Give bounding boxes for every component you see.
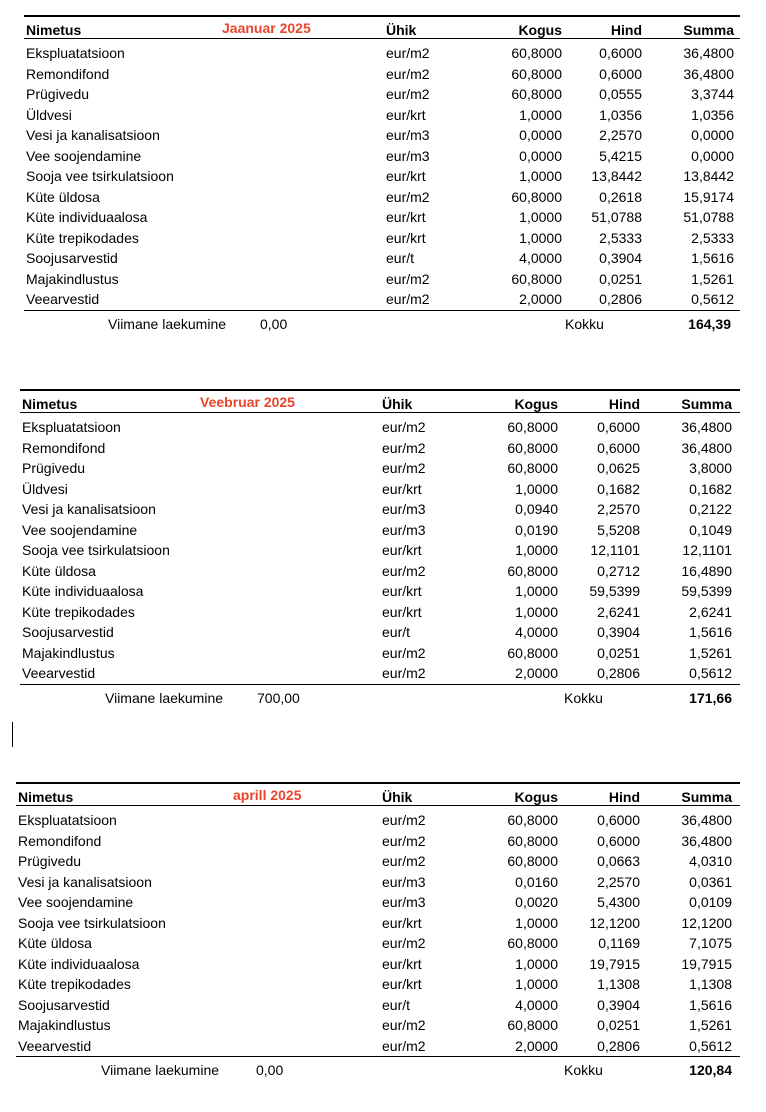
table-row	[20, 438, 740, 459]
row-qty: 1,0000	[519, 209, 562, 225]
row-name: Küte individuaalosa	[18, 955, 140, 972]
invoice-table-february	[20, 389, 740, 711]
row-name: Vee soojendamine	[22, 521, 138, 538]
row-name: Küte trepikodades	[26, 229, 139, 246]
row-price: 0,0663	[597, 853, 640, 869]
row-name: Majakindlustus	[26, 270, 119, 287]
table-row	[20, 479, 740, 500]
row-name: Prügivedu	[22, 460, 86, 476]
row-sum: 1,5616	[689, 996, 732, 1013]
table-row	[24, 125, 740, 146]
row-sum: 15,9174	[683, 188, 734, 205]
row-name: Ekspluatatsioon	[26, 45, 125, 61]
table-row	[16, 913, 740, 934]
row-qty: 0,0190	[515, 521, 558, 538]
row-name: Vesi ja kanalisatsioon	[22, 501, 156, 517]
row-name: Vesi ja kanalisatsioon	[18, 873, 152, 890]
text-cursor	[12, 722, 13, 747]
row-name: Vee soojendamine	[26, 147, 142, 164]
row-qty: 60,8000	[511, 270, 562, 287]
row-sum: 36,4800	[681, 812, 732, 828]
header-sum: Summa	[681, 789, 732, 805]
row-unit: eur/m2	[382, 419, 426, 435]
row-unit: eur/t	[382, 624, 411, 640]
row-sum: 1,5261	[689, 644, 732, 661]
row-unit: eur/krt	[386, 168, 426, 184]
row-qty: 4,0000	[515, 624, 558, 640]
table-row	[20, 520, 740, 541]
row-qty: 1,0000	[515, 480, 558, 497]
row-unit: eur/krt	[386, 106, 426, 123]
row-qty: 2,0000	[515, 665, 558, 681]
row-name: Veearvestid	[26, 291, 100, 307]
row-unit: eur/m2	[386, 188, 430, 205]
row-qty: 4,0000	[519, 250, 562, 266]
row-name: Ekspluatatsioon	[18, 812, 117, 828]
row-price: 0,6000	[597, 439, 640, 456]
table-header-row	[24, 17, 740, 38]
row-qty: 60,8000	[507, 562, 558, 579]
row-unit: eur/t	[382, 996, 411, 1013]
row-qty: 60,8000	[511, 188, 562, 205]
row-unit: eur/m2	[386, 270, 430, 287]
row-unit: eur/krt	[382, 976, 422, 992]
row-price: 0,1169	[598, 935, 640, 951]
row-unit: eur/m2	[382, 1037, 426, 1054]
row-sum: 12,1200	[681, 914, 732, 931]
table-row	[20, 663, 740, 684]
table-row	[16, 810, 740, 831]
header-name: Nimetus	[18, 789, 74, 805]
row-price: 5,4300	[597, 894, 640, 910]
row-qty: 1,0000	[515, 955, 558, 972]
row-unit: eur/m2	[382, 644, 426, 661]
row-name: Prügivedu	[26, 86, 90, 102]
row-qty: 1,0000	[519, 229, 562, 246]
table-row	[20, 499, 740, 520]
row-price: 0,2618	[599, 188, 642, 205]
row-qty: 60,8000	[507, 644, 558, 661]
row-price: 1,1308	[597, 976, 640, 992]
row-unit: eur/m2	[382, 1017, 426, 1033]
row-sum: 36,4800	[681, 439, 732, 456]
row-qty: 60,8000	[507, 832, 558, 849]
table-header-row	[16, 784, 740, 805]
row-qty: 0,0020	[515, 894, 558, 910]
row-name: Küte trepikodades	[18, 976, 131, 992]
table-row	[16, 831, 740, 852]
row-sum: 36,4800	[683, 45, 734, 61]
table-footer	[16, 1057, 740, 1083]
table-row	[16, 1015, 740, 1036]
header-name: Nimetus	[22, 396, 78, 412]
row-unit: eur/krt	[382, 603, 422, 620]
row-name: Soojusarvestid	[18, 996, 110, 1013]
row-qty: 60,8000	[507, 419, 558, 435]
row-name: Soojusarvestid	[22, 624, 114, 640]
row-unit: eur/krt	[382, 583, 422, 599]
row-qty: 60,8000	[507, 935, 558, 951]
table-footer	[20, 685, 740, 711]
row-price: 0,0625	[597, 460, 640, 476]
row-qty: 60,8000	[511, 86, 562, 102]
row-price: 0,2806	[599, 291, 642, 307]
row-qty: 60,8000	[511, 65, 562, 82]
row-unit: eur/m2	[382, 665, 426, 681]
row-name: Majakindlustus	[18, 1017, 111, 1033]
row-sum: 36,4800	[681, 419, 732, 435]
total-value: 171,66	[689, 689, 732, 706]
row-sum: 0,1049	[689, 521, 732, 538]
table-row	[24, 146, 740, 167]
row-sum: 1,5261	[689, 1017, 732, 1033]
row-price: 0,0251	[597, 1017, 640, 1033]
row-sum: 16,4890	[681, 562, 732, 579]
row-name: Vee soojendamine	[18, 894, 134, 910]
row-price: 51,0788	[591, 209, 642, 225]
row-sum: 0,5612	[689, 665, 732, 681]
table-row	[24, 43, 740, 64]
row-name: Remondifond	[18, 832, 102, 849]
row-qty: 0,0000	[519, 127, 562, 143]
row-price: 0,6000	[599, 45, 642, 61]
invoice-table-january	[24, 15, 740, 337]
header-unit: Ühik	[386, 22, 417, 38]
row-price: 2,2570	[599, 127, 642, 143]
table-row	[24, 187, 740, 208]
row-name: Küte individuaalosa	[22, 583, 144, 599]
table-row	[16, 892, 740, 913]
row-unit: eur/m3	[382, 521, 426, 538]
total-label: Kokku	[564, 1062, 603, 1078]
row-qty: 60,8000	[507, 853, 558, 869]
row-sum: 12,1101	[682, 542, 732, 558]
row-price: 0,1682	[597, 480, 640, 497]
row-sum: 3,3744	[691, 86, 734, 102]
last-payment-label: Viimane laekumine	[101, 1062, 220, 1078]
row-price: 5,4215	[599, 147, 642, 164]
row-price: 2,2570	[597, 501, 640, 517]
row-unit: eur/m2	[382, 812, 426, 828]
row-sum: 0,0000	[691, 147, 734, 164]
row-sum: 0,5612	[691, 291, 734, 307]
row-sum: 51,0788	[683, 209, 734, 225]
row-qty: 0,0000	[519, 147, 562, 164]
row-sum: 1,5616	[691, 250, 734, 266]
row-sum: 1,5616	[689, 624, 732, 640]
total-value: 164,39	[688, 315, 731, 332]
last-payment-value: 0,00	[260, 315, 288, 332]
row-sum: 4,0310	[689, 853, 732, 869]
table-body	[24, 39, 740, 310]
row-qty: 1,0000	[519, 106, 562, 123]
row-price: 0,2806	[597, 1037, 640, 1054]
row-qty: 60,8000	[507, 439, 558, 456]
row-unit: eur/krt	[386, 209, 426, 225]
total-value: 120,84	[689, 1062, 732, 1078]
month-label: Veebruar 2025	[200, 394, 295, 410]
row-price: 5,5208	[597, 521, 640, 538]
row-unit: eur/m2	[386, 65, 430, 82]
row-name: Sooja vee tsirkulatsioon	[22, 542, 170, 558]
row-unit: eur/krt	[382, 542, 422, 558]
header-price: Hind	[610, 22, 642, 38]
row-unit: eur/krt	[386, 229, 426, 246]
row-qty: 1,0000	[515, 542, 558, 558]
month-label: Jaanuar 2025	[222, 20, 311, 36]
row-name: Küte üldosa	[26, 188, 100, 205]
row-qty: 1,0000	[515, 603, 558, 620]
row-sum: 7,1075	[689, 935, 732, 951]
row-price: 0,0251	[597, 644, 640, 661]
row-sum: 0,0000	[691, 127, 734, 143]
header-qty: Kogus	[514, 396, 558, 412]
table-row	[24, 64, 740, 85]
row-sum: 59,5399	[681, 583, 732, 599]
table-row	[20, 540, 740, 561]
row-qty: 2,0000	[515, 1037, 558, 1054]
row-name: Sooja vee tsirkulatsioon	[26, 168, 174, 184]
table-row	[16, 995, 740, 1016]
last-payment-value: 700,00	[257, 689, 300, 706]
row-name: Remondifond	[22, 439, 106, 456]
row-name: Ekspluatatsioon	[22, 419, 121, 435]
row-unit: eur/krt	[382, 914, 422, 931]
row-unit: eur/m2	[382, 460, 426, 476]
row-unit: eur/m3	[382, 894, 426, 910]
row-price: 0,3904	[597, 996, 640, 1013]
table-footer	[24, 311, 740, 337]
row-sum: 0,5612	[689, 1037, 732, 1054]
row-name: Soojusarvestid	[26, 250, 118, 266]
table-row	[16, 933, 740, 954]
row-sum: 2,6241	[689, 603, 732, 620]
row-unit: eur/krt	[382, 955, 422, 972]
row-name: Üldvesi	[26, 106, 72, 123]
month-label: aprill 2025	[233, 787, 302, 803]
table-body	[16, 806, 740, 1056]
row-qty: 1,0000	[519, 168, 562, 184]
last-payment-label: Viimane laekumine	[105, 689, 224, 706]
row-sum: 0,0109	[689, 894, 732, 910]
header-qty: Kogus	[514, 789, 558, 805]
row-name: Majakindlustus	[22, 644, 115, 661]
row-unit: eur/m2	[382, 562, 426, 579]
row-unit: eur/m2	[386, 45, 430, 61]
table-row	[16, 954, 740, 975]
row-price: 0,3904	[599, 250, 642, 266]
row-price: 0,0555	[599, 86, 642, 102]
header-price: Hind	[608, 396, 640, 412]
header-name: Nimetus	[26, 22, 82, 38]
header-sum: Summa	[681, 396, 732, 412]
row-unit: eur/m2	[382, 439, 426, 456]
row-qty: 0,0940	[515, 501, 558, 517]
table-row	[20, 458, 740, 479]
row-name: Remondifond	[26, 65, 110, 82]
row-unit: eur/m2	[382, 853, 426, 869]
table-row	[24, 166, 740, 187]
table-row	[24, 84, 740, 105]
row-unit: eur/m2	[382, 832, 426, 849]
row-qty: 1,0000	[515, 583, 558, 599]
table-header-row	[20, 391, 740, 412]
header-unit: Ühik	[382, 396, 413, 412]
table-row	[20, 561, 740, 582]
row-price: 0,6000	[599, 65, 642, 82]
row-sum: 0,2122	[689, 501, 732, 517]
row-price: 0,2712	[597, 562, 640, 579]
row-unit: eur/t	[386, 250, 415, 266]
row-name: Sooja vee tsirkulatsioon	[18, 914, 166, 931]
row-qty: 1,0000	[515, 914, 558, 931]
row-name: Küte individuaalosa	[26, 209, 148, 225]
row-qty: 60,8000	[507, 812, 558, 828]
row-sum: 2,5333	[691, 229, 734, 246]
table-row	[16, 974, 740, 995]
header-sum: Summa	[683, 22, 734, 38]
invoice-table-april	[16, 782, 740, 1083]
row-name: Küte trepikodades	[22, 603, 135, 620]
row-price: 12,1101	[590, 542, 640, 558]
row-sum: 36,4800	[683, 65, 734, 82]
table-row	[20, 622, 740, 643]
table-row	[24, 248, 740, 269]
row-sum: 13,8442	[683, 168, 734, 184]
row-name: Küte üldosa	[18, 935, 92, 951]
last-payment-label: Viimane laekumine	[108, 315, 227, 332]
row-price: 0,2806	[597, 665, 640, 681]
row-qty: 60,8000	[507, 460, 558, 476]
row-price: 59,5399	[589, 583, 640, 599]
row-sum: 1,0356	[691, 106, 734, 123]
row-unit: eur/m2	[386, 86, 430, 102]
total-label: Kokku	[565, 315, 604, 332]
table-row	[16, 851, 740, 872]
row-unit: eur/m2	[386, 291, 430, 307]
row-sum: 1,1308	[689, 976, 732, 992]
table-body	[20, 413, 740, 684]
row-price: 0,0251	[599, 270, 642, 287]
row-qty: 2,0000	[519, 291, 562, 307]
row-price: 1,0356	[599, 106, 642, 123]
header-qty: Kogus	[518, 22, 562, 38]
row-price: 19,7915	[589, 955, 640, 972]
table-row	[24, 269, 740, 290]
row-name: Veearvestid	[18, 1037, 92, 1054]
table-row	[20, 643, 740, 664]
table-row	[24, 105, 740, 126]
row-name: Prügivedu	[18, 853, 82, 869]
row-sum: 1,5261	[691, 270, 734, 287]
table-row	[16, 872, 740, 893]
row-qty: 1,0000	[515, 976, 558, 992]
row-qty: 60,8000	[511, 45, 562, 61]
total-label: Kokku	[564, 689, 603, 706]
row-unit: eur/m3	[382, 501, 426, 517]
row-sum: 3,8000	[689, 460, 732, 476]
row-sum: 36,4800	[681, 832, 732, 849]
row-price: 12,1200	[589, 914, 640, 931]
row-price: 2,5333	[599, 229, 642, 246]
row-unit: eur/m3	[382, 873, 426, 890]
table-row	[24, 207, 740, 228]
row-unit: eur/m3	[386, 147, 430, 164]
table-row	[20, 417, 740, 438]
table-row	[24, 289, 740, 310]
row-price: 0,3904	[597, 624, 640, 640]
row-sum: 19,7915	[681, 955, 732, 972]
row-sum: 0,0361	[689, 873, 732, 890]
table-row	[16, 1036, 740, 1057]
header-price: Hind	[608, 789, 640, 805]
row-price: 0,6000	[597, 419, 640, 435]
row-name: Vesi ja kanalisatsioon	[26, 127, 160, 143]
last-payment-value: 0,00	[256, 1062, 284, 1078]
row-unit: eur/krt	[382, 480, 422, 497]
row-unit: eur/m3	[386, 127, 430, 143]
row-unit: eur/m2	[382, 935, 426, 951]
row-qty: 60,8000	[507, 1017, 558, 1033]
table-row	[24, 228, 740, 249]
row-qty: 4,0000	[515, 996, 558, 1013]
row-price: 0,6000	[597, 812, 640, 828]
table-row	[20, 602, 740, 623]
row-sum: 0,1682	[689, 480, 732, 497]
row-name: Küte üldosa	[22, 562, 96, 579]
row-price: 13,8442	[591, 168, 642, 184]
row-price: 2,6241	[597, 603, 640, 620]
header-unit: Ühik	[382, 789, 413, 805]
row-name: Üldvesi	[22, 480, 68, 497]
row-price: 2,2570	[597, 873, 640, 890]
table-row	[20, 581, 740, 602]
row-name: Veearvestid	[22, 665, 96, 681]
row-price: 0,6000	[597, 832, 640, 849]
row-qty: 0,0160	[515, 873, 558, 890]
